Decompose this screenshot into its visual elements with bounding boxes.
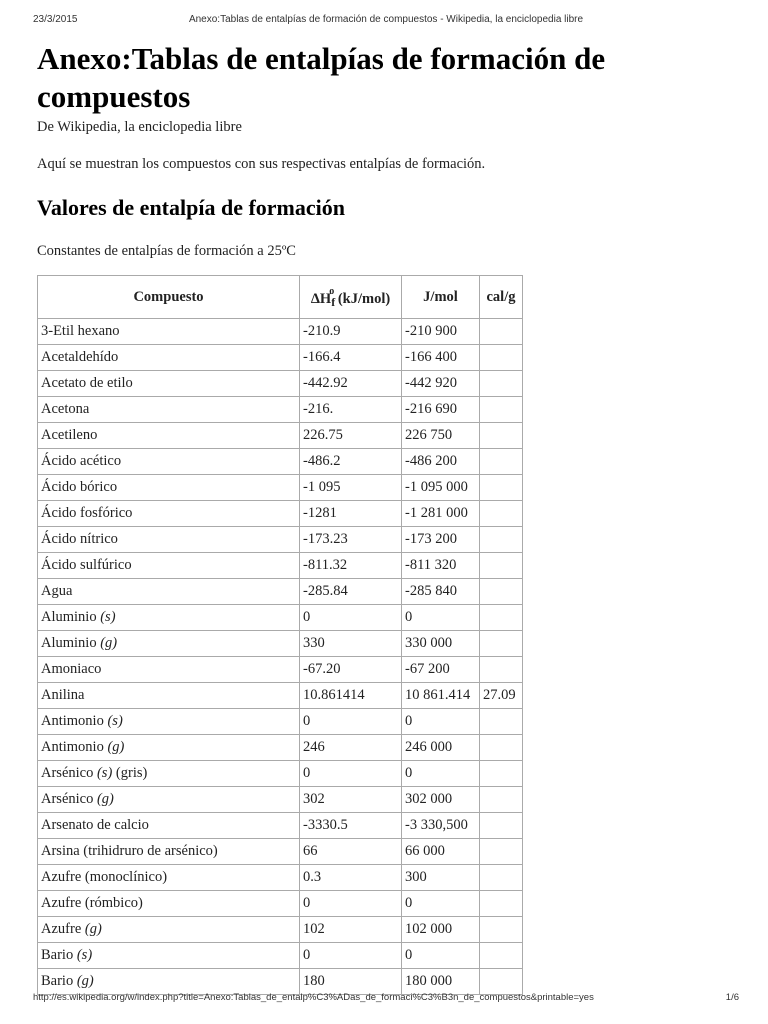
cell-jmol: -3 330,500 bbox=[402, 813, 480, 839]
cell-calg bbox=[480, 501, 523, 527]
cell-delta-h: -486.2 bbox=[300, 449, 402, 475]
cell-delta-h: 0 bbox=[300, 891, 402, 917]
header-compuesto: Compuesto bbox=[38, 276, 300, 319]
cell-delta-h: 66 bbox=[300, 839, 402, 865]
compound-name: Azufre (monoclínico) bbox=[41, 869, 168, 885]
compound-name: Antimonio bbox=[41, 713, 104, 729]
cell-compuesto bbox=[38, 969, 300, 995]
enthalpy-table bbox=[37, 275, 523, 995]
cell-delta-h: -166.4 bbox=[300, 345, 402, 371]
compound-name: Acetona bbox=[41, 401, 90, 417]
compound-name: Ácido bórico bbox=[41, 479, 118, 495]
cell-compuesto bbox=[38, 319, 300, 345]
cell-delta-h: -3330.5 bbox=[300, 813, 402, 839]
cell-compuesto bbox=[38, 423, 300, 449]
cell-calg bbox=[480, 371, 523, 397]
cell-jmol: -210 900 bbox=[402, 319, 480, 345]
cell-delta-h: 302 bbox=[300, 787, 402, 813]
header-jmol: J/mol bbox=[402, 276, 480, 319]
compound-name: Arsénico bbox=[41, 791, 94, 807]
delta-h-superscript: o bbox=[329, 286, 335, 297]
compound-state: (g) bbox=[84, 921, 102, 937]
cell-compuesto bbox=[38, 605, 300, 631]
print-url: http://es.wikipedia.org/w/index.php?title=Anexo:Tablas_de_entalp%C3%ADas_de_formaci%C3%B3n_de_compuestos&printable=yes bbox=[33, 992, 594, 1003]
print-date: 23/3/2015 bbox=[33, 14, 78, 25]
cell-jmol: -173 200 bbox=[402, 527, 480, 553]
compound-name: Arsenato de calcio bbox=[41, 817, 149, 833]
cell-jmol: -166 400 bbox=[402, 345, 480, 371]
compound-name: Acetileno bbox=[41, 427, 98, 443]
compound-state: (s) bbox=[107, 713, 123, 729]
cell-calg: 27.09 bbox=[480, 683, 523, 709]
table-row bbox=[38, 449, 523, 475]
table-caption: Constantes de entalpías de formación a 25ºC bbox=[37, 243, 296, 259]
cell-calg bbox=[480, 527, 523, 553]
intro-paragraph: Aquí se muestran los compuestos con sus respectivas entalpías de formación. bbox=[37, 156, 486, 172]
cell-jmol: 66 000 bbox=[402, 839, 480, 865]
site-tagline: De Wikipedia, la enciclopedia libre bbox=[37, 119, 242, 135]
table-row bbox=[38, 761, 523, 787]
cell-compuesto bbox=[38, 813, 300, 839]
compound-name: Arsénico bbox=[41, 765, 94, 781]
cell-compuesto bbox=[38, 657, 300, 683]
cell-compuesto bbox=[38, 449, 300, 475]
cell-jmol: -811 320 bbox=[402, 553, 480, 579]
cell-jmol: 180 000 bbox=[402, 969, 480, 995]
cell-compuesto bbox=[38, 475, 300, 501]
cell-calg bbox=[480, 839, 523, 865]
cell-calg bbox=[480, 449, 523, 475]
compound-name: 3-Etil hexano bbox=[41, 323, 120, 339]
cell-delta-h: 180 bbox=[300, 969, 402, 995]
cell-calg bbox=[480, 657, 523, 683]
cell-delta-h: 330 bbox=[300, 631, 402, 657]
page-title-line2: compuestos bbox=[37, 79, 191, 114]
cell-compuesto bbox=[38, 371, 300, 397]
cell-jmol: 0 bbox=[402, 943, 480, 969]
table-row bbox=[38, 579, 523, 605]
compound-note: (gris) bbox=[112, 765, 148, 781]
cell-calg bbox=[480, 423, 523, 449]
cell-compuesto bbox=[38, 735, 300, 761]
cell-calg bbox=[480, 709, 523, 735]
table-row bbox=[38, 397, 523, 423]
header-calg: cal/g bbox=[480, 276, 523, 319]
compound-name: Bario bbox=[41, 947, 74, 963]
cell-delta-h: 0 bbox=[300, 605, 402, 631]
cell-jmol: 0 bbox=[402, 709, 480, 735]
compound-name: Arsina (trihidruro de arsénico) bbox=[41, 843, 218, 859]
compound-name: Ácido nítrico bbox=[41, 531, 118, 547]
cell-jmol: 300 bbox=[402, 865, 480, 891]
cell-compuesto bbox=[38, 579, 300, 605]
table-row bbox=[38, 943, 523, 969]
compound-name: Amoniaco bbox=[41, 661, 102, 677]
compound-name: Aluminio bbox=[41, 609, 97, 625]
table-row bbox=[38, 631, 523, 657]
cell-delta-h: 246 bbox=[300, 735, 402, 761]
cell-delta-h: 0.3 bbox=[300, 865, 402, 891]
print-doc-title: Anexo:Tablas de entalpías de formación de compuestos - Wikipedia, la enciclopedia libre bbox=[188, 14, 584, 25]
cell-jmol: -1 281 000 bbox=[402, 501, 480, 527]
cell-delta-h: 102 bbox=[300, 917, 402, 943]
cell-compuesto bbox=[38, 917, 300, 943]
cell-delta-h: -1 095 bbox=[300, 475, 402, 501]
cell-jmol: -486 200 bbox=[402, 449, 480, 475]
page-number: 1/6 bbox=[725, 992, 739, 1003]
cell-delta-h: -173.23 bbox=[300, 527, 402, 553]
cell-calg bbox=[480, 345, 523, 371]
compound-state: (g) bbox=[96, 791, 114, 807]
table-row bbox=[38, 371, 523, 397]
compound-state: (g) bbox=[107, 739, 125, 755]
compound-state: (g) bbox=[100, 635, 118, 651]
compound-name: Acetato de etilo bbox=[41, 375, 133, 391]
cell-jmol: -67 200 bbox=[402, 657, 480, 683]
table-row bbox=[38, 319, 523, 345]
table-body bbox=[38, 319, 523, 995]
cell-jmol: 10 861.414 bbox=[402, 683, 480, 709]
table-row bbox=[38, 787, 523, 813]
cell-compuesto bbox=[38, 683, 300, 709]
table-row bbox=[38, 605, 523, 631]
table-row bbox=[38, 553, 523, 579]
cell-compuesto bbox=[38, 527, 300, 553]
cell-calg bbox=[480, 605, 523, 631]
header-delta-h bbox=[300, 276, 402, 319]
cell-calg bbox=[480, 917, 523, 943]
compound-name: Azufre bbox=[41, 921, 82, 937]
cell-compuesto bbox=[38, 345, 300, 371]
cell-calg bbox=[480, 943, 523, 969]
compound-name: Aluminio bbox=[41, 635, 97, 651]
cell-jmol: 246 000 bbox=[402, 735, 480, 761]
cell-compuesto bbox=[38, 891, 300, 917]
compound-name: Acetaldehído bbox=[41, 349, 119, 365]
table-row bbox=[38, 683, 523, 709]
cell-jmol: -442 920 bbox=[402, 371, 480, 397]
cell-delta-h: 0 bbox=[300, 943, 402, 969]
cell-calg bbox=[480, 761, 523, 787]
table-row bbox=[38, 709, 523, 735]
cell-jmol: 302 000 bbox=[402, 787, 480, 813]
cell-delta-h: 10.861414 bbox=[300, 683, 402, 709]
compound-name: Ácido sulfúrico bbox=[41, 557, 132, 573]
cell-compuesto bbox=[38, 631, 300, 657]
table-header-row bbox=[38, 276, 523, 319]
cell-jmol: 330 000 bbox=[402, 631, 480, 657]
cell-jmol: 102 000 bbox=[402, 917, 480, 943]
cell-delta-h: -1281 bbox=[300, 501, 402, 527]
cell-calg bbox=[480, 475, 523, 501]
table-row bbox=[38, 345, 523, 371]
cell-delta-h: 0 bbox=[300, 761, 402, 787]
compound-name: Agua bbox=[41, 583, 73, 599]
cell-jmol: 0 bbox=[402, 891, 480, 917]
table-row bbox=[38, 735, 523, 761]
table-row bbox=[38, 657, 523, 683]
section-title: Valores de entalpía de formación bbox=[37, 195, 345, 220]
cell-delta-h: -811.32 bbox=[300, 553, 402, 579]
compound-name: Ácido fosfórico bbox=[41, 505, 133, 521]
cell-calg bbox=[480, 891, 523, 917]
cell-calg bbox=[480, 579, 523, 605]
cell-compuesto bbox=[38, 709, 300, 735]
cell-compuesto bbox=[38, 787, 300, 813]
compound-name: Azufre (rómbico) bbox=[41, 895, 143, 911]
compound-name: Antimonio bbox=[41, 739, 104, 755]
article-content bbox=[37, 40, 727, 260]
delta-h-unit: (kJ/mol) bbox=[334, 291, 391, 307]
table-row bbox=[38, 423, 523, 449]
table-row bbox=[38, 891, 523, 917]
delta-h-subscript: f bbox=[331, 295, 336, 309]
compound-state: (s) bbox=[96, 765, 113, 781]
cell-calg bbox=[480, 553, 523, 579]
cell-jmol: -1 095 000 bbox=[402, 475, 480, 501]
cell-compuesto bbox=[38, 761, 300, 787]
table-row bbox=[38, 527, 523, 553]
cell-compuesto bbox=[38, 943, 300, 969]
compound-state: (g) bbox=[76, 973, 94, 989]
cell-delta-h: -285.84 bbox=[300, 579, 402, 605]
cell-jmol: 0 bbox=[402, 605, 480, 631]
table-row bbox=[38, 839, 523, 865]
table-row bbox=[38, 865, 523, 891]
cell-calg bbox=[480, 397, 523, 423]
page-title-line1: Anexo:Tablas de entalpías de formación de bbox=[37, 41, 606, 76]
cell-calg bbox=[480, 969, 523, 995]
cell-compuesto bbox=[38, 501, 300, 527]
cell-calg bbox=[480, 631, 523, 657]
cell-jmol: 226 750 bbox=[402, 423, 480, 449]
page-title bbox=[37, 40, 727, 116]
cell-calg bbox=[480, 319, 523, 345]
cell-jmol: -285 840 bbox=[402, 579, 480, 605]
cell-delta-h: -67.20 bbox=[300, 657, 402, 683]
cell-jmol: -216 690 bbox=[402, 397, 480, 423]
compound-name: Ácido acético bbox=[41, 453, 122, 469]
cell-calg bbox=[480, 813, 523, 839]
cell-delta-h: -442.92 bbox=[300, 371, 402, 397]
cell-compuesto bbox=[38, 839, 300, 865]
table-row bbox=[38, 917, 523, 943]
compound-state: (s) bbox=[100, 609, 116, 625]
delta-h-symbol: ΔH bbox=[310, 291, 332, 307]
cell-delta-h: 0 bbox=[300, 709, 402, 735]
cell-calg bbox=[480, 865, 523, 891]
cell-calg bbox=[480, 787, 523, 813]
compound-name: Anilina bbox=[41, 687, 85, 703]
table-row bbox=[38, 475, 523, 501]
table-row bbox=[38, 501, 523, 527]
cell-delta-h: 226.75 bbox=[300, 423, 402, 449]
compound-name: Bario bbox=[41, 973, 74, 989]
cell-jmol: 0 bbox=[402, 761, 480, 787]
table-row bbox=[38, 969, 523, 995]
table-row bbox=[38, 813, 523, 839]
cell-compuesto bbox=[38, 865, 300, 891]
compound-state: (s) bbox=[76, 947, 93, 963]
cell-compuesto bbox=[38, 397, 300, 423]
cell-delta-h: -210.9 bbox=[300, 319, 402, 345]
cell-calg bbox=[480, 735, 523, 761]
cell-delta-h: -216. bbox=[300, 397, 402, 423]
cell-compuesto bbox=[38, 553, 300, 579]
